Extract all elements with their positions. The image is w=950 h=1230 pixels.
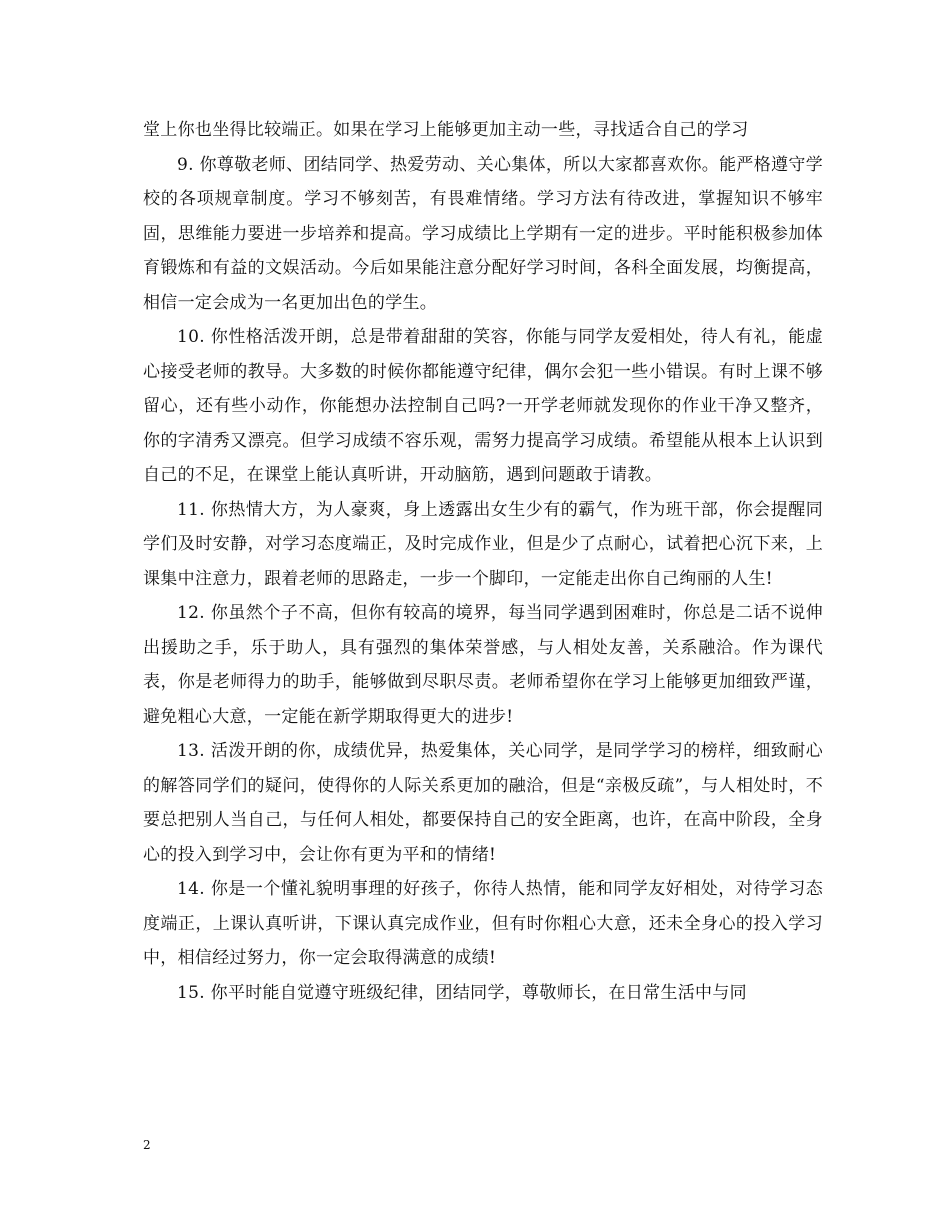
paragraph-item-14: 14. 你是一个懂礼貌明事理的好孩子，你待人热情，能和同学友好相处，对待学习态度端正，上课认真听讲，下课认真完成作业，但有时你粗心大意，还未全身心的投入学习中，相信经过努力，你一定会取得满意的成绩! [143, 879, 823, 968]
paragraph-item-15: 15. 你平时能自觉遵守班级纪律，团结同学，尊敬师长，在日常生活中与同 [177, 982, 747, 1003]
document-body [143, 113, 823, 1010]
page-number: 2 [143, 1138, 151, 1152]
paragraph-continuation: 堂上你也坐得比较端正。如果在学习上能够更加主动一些，寻找适合自己的学习 [143, 120, 749, 140]
paragraph-item-13: 13. 活泼开朗的你，成绩优异，热爱集体，关心同学，是同学学习的榜样，细致耐心的解答同学们的疑问，使得你的人际关系更加的融洽，但是“亲极反疏”，与人相处时，不要总把别人当自己，与任何人相处，都要保持自己的安全距离，也许，在高中阶段，全身心的投入到学习中，会让你有更为平和的情绪! [143, 741, 823, 865]
paragraph-item-9: 9. 你尊敬老师、团结同学、热爱劳动、关心集体，所以大家都喜欢你。能严格遵守学校的各项规章制度。学习不够刻苦，有畏难情绪。学习方法有待改进，掌握知识不够牢固，思维能力要进一步培养和提高。学习成绩比上学期有一定的进步。平时能积极参加体育锻炼和有益的文娱活动。今后如果能注意分配好学习时间，各科全面发展，均衡提高，相信一定会成为一名更加出色的学生。 [143, 154, 823, 313]
paragraph-item-11: 11. 你热情大方，为人豪爽，身上透露出女生少有的霸气，作为班干部，你会提醒同学们及时安静，对学习态度端正，及时完成作业，但是少了点耐心，试着把心沉下来，上课集中注意力，跟着老师的思路走，一步一个脚印，一定能走出你自己绚丽的人生! [143, 499, 823, 589]
paragraph-item-12: 12. 你虽然个子不高，但你有较高的境界，每当同学遇到困难时，你总是二话不说伸出援助之手，乐于助人，具有强烈的集体荣誉感，与人相处友善，关系融洽。作为课代表，你是老师得力的助手，能够做到尽职尽责。老师希望你在学习上能够更加细致严谨，避免粗心大意，一定能在新学期取得更大的进步! [143, 603, 823, 727]
paragraph-item-10: 10. 你性格活泼开朗，总是带着甜甜的笑容，你能与同学友爱相处，待人有礼，能虚心接受老师的教导。大多数的时候你都能遵守纪律，偶尔会犯一些小错误。有时上课不够留心，还有些小动作，你能想办法控制自己吗?一开学老师就发现你的作业干净又整齐，你的字清秀又漂亮。但学习成绩不容乐观，需努力提高学习成绩。希望能从根本上认识到自己的不足，在课堂上能认真听讲，开动脑筋，遇到问题敢于请教。 [143, 327, 823, 485]
